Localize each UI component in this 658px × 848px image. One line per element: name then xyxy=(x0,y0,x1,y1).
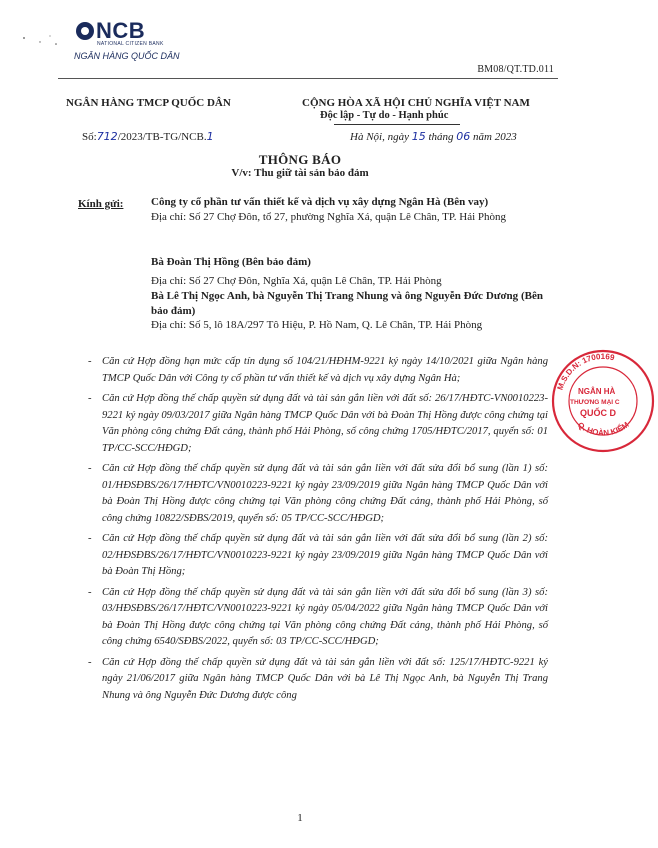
doc-no-code: /2023/TB-TG/NCB. xyxy=(117,131,207,143)
svg-text:Q. HOÀN KIẾM xyxy=(576,420,631,438)
legal-grounds-list xyxy=(88,354,548,708)
recipient-address: Địa chỉ: Số 27 Chợ Đôn, tổ 27, phường Nghĩa Xá, quận Lê Chân, TP. Hải Phòng xyxy=(151,210,507,223)
recipient-name: Bà Đoàn Thị Hồng (Bên bảo đảm) xyxy=(151,256,311,268)
seal-bottom-text: Q. HOÀN KIẾM xyxy=(575,420,631,438)
seal-mid-2: THƯƠNG MẠI C xyxy=(570,399,620,406)
recipients-label: Kính gửi: xyxy=(78,198,124,210)
logo-brand: NCB xyxy=(96,18,146,43)
logo-name-vi: NGÂN HÀNG QUỐC DÂN xyxy=(74,51,180,61)
page-number: 1 xyxy=(297,812,303,824)
ncb-logo xyxy=(74,18,194,68)
seal-mid-3: QUỐC D xyxy=(580,408,616,418)
doc-no-handwritten: 712 xyxy=(96,130,118,143)
seal-icon xyxy=(548,346,658,456)
list-item: - Căn cứ Hợp đồng thế chấp quyền sử dụng đất và tài sản gắn liền với đất số: 26/17/HĐTC-VN0010223-9221 ký ngày 09/03/2017 giữa Ngân hàng TMCP Quốc Dân với bà Đoàn Thị Hồng được công chứng tại Văn phòng công chứng Đất cảng, thành phố Hải Phòng, số công chứng 1705/HĐTC/2017, quyển số: 01 TP/CC-SCC/HĐGD; xyxy=(88,391,548,457)
form-code: BM08/QT.TD.011 xyxy=(477,64,554,75)
recipient-3 xyxy=(151,289,543,333)
scan-specks xyxy=(20,30,80,55)
recipient-1 xyxy=(151,195,543,224)
seal-mid-1: NGÂN HÀ xyxy=(578,387,616,396)
ncb-logo-mark-icon xyxy=(74,20,96,42)
document-number xyxy=(82,130,214,143)
recipient-name: Bà Lê Thị Ngọc Anh, bà Nguyễn Thị Trang Nhung và ông Nguyễn Đức Dương (Bên bảo đảm) xyxy=(151,290,543,317)
recipient-2 xyxy=(151,255,543,288)
date-day: 15 xyxy=(411,130,426,143)
list-item: - Căn cứ Hợp đồng thế chấp quyền sử dụng đất và tài sản gắn liền với đất số: 125/17/HĐTC-9221 ký ngày 21/06/2017 giữa Ngân hàng TMCP Quốc Dân với bà Lê Thị Ngọc Anh, bà Nguyễn Thị Trang Nhung và ông Nguyễn Đức Dương được công xyxy=(88,655,548,705)
list-item: - Căn cứ Hợp đồng thế chấp quyền sử dụng đất và tài sản gắn liền với đất sửa đổi bổ sung (lần 3) số: 03/HĐSĐBS/26/17/HĐTC/VN0010223-9221 ký ngày 05/04/2022 giữa Ngân hàng TMCP Quốc Dân với bà Đoàn Thị Hồng được công chứng tại Văn phòng công chứng Đất cảng, thành phố Hải Phòng, số công chứng 6540/SĐBS/2022, quyển số: 03 TP/CC-SCC/HĐGD; xyxy=(88,585,548,651)
document-date xyxy=(350,130,517,143)
document-title: THÔNG BÁO xyxy=(258,152,342,167)
seal-top-text: M.S.D.N: 1700169 xyxy=(555,351,616,392)
logo-tagline: NATIONAL CITIZEN BANK xyxy=(97,41,164,47)
date-year: năm 2023 xyxy=(473,131,517,143)
date-month: 06 xyxy=(456,130,471,143)
doc-no-prefix: Số: xyxy=(82,131,97,143)
header-divider xyxy=(58,78,558,79)
recipient-address: Địa chỉ: Số 27 Chợ Đôn, Nghĩa Xá, quận Lê Chân, TP. Hải Phòng xyxy=(151,274,442,287)
motto-underline xyxy=(334,124,460,125)
national-motto: Độc lập - Tự do - Hạnh phúc xyxy=(320,110,449,121)
recipient-name: Công ty cổ phần tư vấn thiết kế và dịch vụ xây dựng Ngân Hà (Bên vay) xyxy=(151,196,489,208)
list-item: - Căn cứ Hợp đồng thế chấp quyền sử dụng đất và tài sản gắn liền với đất sửa đổi bổ sung (lần 2) số: 02/HĐSĐBS/26/17/HĐTC/VN0010223-9221 ký ngày 23/09/2019 giữa Ngân hàng TMCP Quốc Dân với bà Đoàn Thị Hồng; xyxy=(88,531,548,581)
recipient-address: Địa chỉ: Số 5, lô 18A/297 Tô Hiệu, P. Hồ Nam, Q. Lê Chân, TP. Hải Phòng xyxy=(151,319,483,332)
company-seal xyxy=(548,346,658,456)
list-item: - Căn cứ Hợp đồng thế chấp quyền sử dụng đất và tài sản gắn liền với đất sửa đổi bổ sung (lần 1) số: 01/HĐSĐBS/26/17/HĐTC/VN0010223-9221 ký ngày 23/09/2019 giữa Ngân hàng TMCP Quốc Dân với bà Đoàn Thị Hồng được công chứng tại Văn phòng công chứng Đất cảng, thành phố Hải Phòng, số công chứng 10822/SĐBS/2019, quyển số: 05 TP/CC-SCC/HĐGD; xyxy=(88,461,548,527)
list-item: - Căn cứ Hợp đồng hạn mức cấp tín dụng số 104/21/HĐHM-9221 ký ngày 14/10/2021 giữa Ngân hàng TMCP Quốc Dân với Công ty cổ phần tư vấn thiết kế và dịch vụ xây dựng Ngân Hà; xyxy=(88,354,548,387)
date-prefix: Hà Nội, ngày xyxy=(350,131,409,143)
date-month-label: tháng xyxy=(428,131,454,143)
issuer-name: NGÂN HÀNG TMCP QUỐC DÂN xyxy=(66,97,231,109)
document-subject: V/v: Thu giữ tài sản bảo đảm xyxy=(231,167,369,179)
doc-no-suffix-handwritten: 1 xyxy=(206,130,214,143)
country-name: CỘNG HÒA XÃ HỘI CHỦ NGHĨA VIỆT NAM xyxy=(302,97,530,109)
